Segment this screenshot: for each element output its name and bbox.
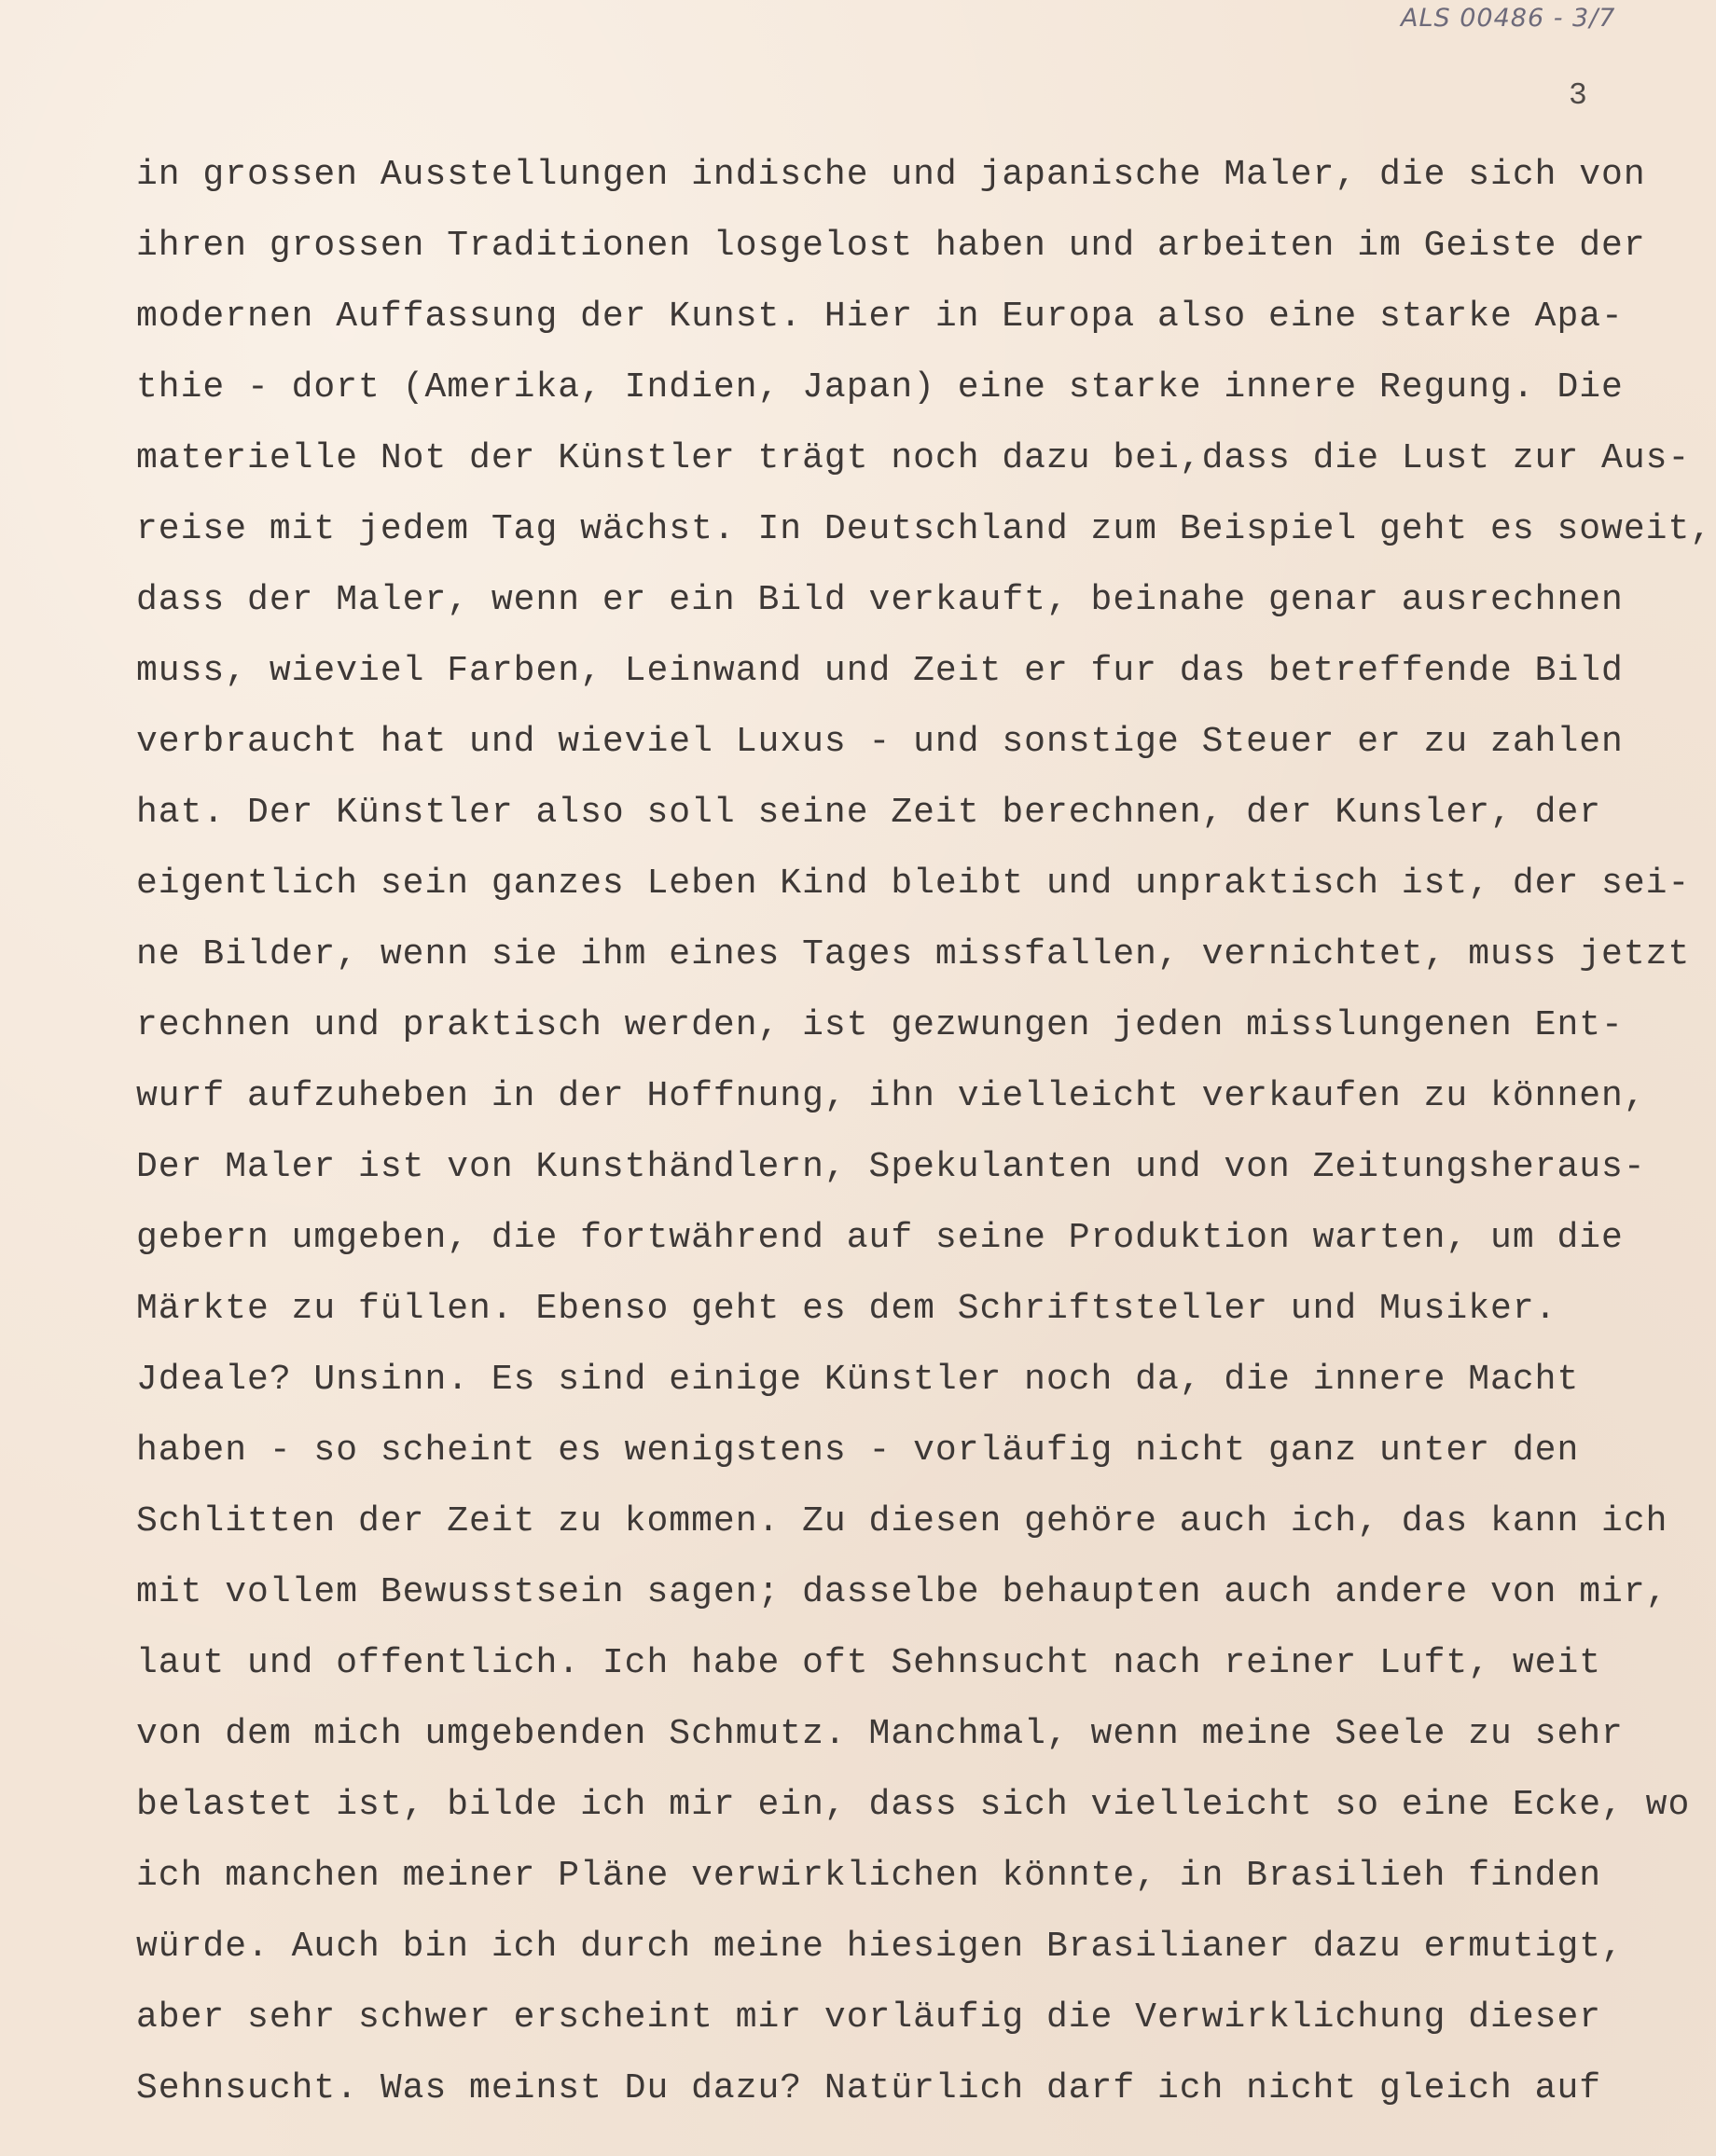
text-line: würde. Auch bin ich durch meine hiesigen Brasilianer dazu ermutigt,	[136, 1927, 1624, 1967]
text-line: reise mit jedem Tag wächst. In Deutschland zum Beispiel geht es soweit,	[136, 509, 1713, 549]
text-line: muss, wieviel Farben, Leinwand und Zeit er fur das betreffende Bild	[136, 651, 1624, 691]
text-line: eigentlich sein ganzes Leben Kind bleibt und unpraktisch ist, der sei-	[136, 864, 1691, 904]
text-line: in grossen Ausstellungen indische und japanische Maler, die sich von	[136, 155, 1646, 195]
text-line: aber sehr schwer erscheint mir vorläufig die Verwirklichung dieser	[136, 1997, 1602, 2038]
text-line: mit vollem Bewusstsein sagen; dasselbe behaupten auch andere von mir,	[136, 1572, 1668, 1612]
text-line: Jdeale? Unsinn. Es sind einige Künstler noch da, die innere Macht	[136, 1360, 1580, 1400]
text-line: haben - so scheint es wenigstens - vorläufig nicht ganz unter den	[136, 1430, 1580, 1471]
archive-reference: ALS 00486 - 3/7	[1401, 4, 1616, 33]
text-line: ne Bilder, wenn sie ihm eines Tages missfallen, vernichtet, muss jetzt	[136, 934, 1691, 974]
text-line: gebern umgeben, die fortwährend auf seine Produktion warten, um die	[136, 1218, 1624, 1258]
text-line: Der Maler ist von Kunsthändlern, Spekulanten und von Zeitungsheraus-	[136, 1147, 1646, 1187]
text-line: laut und offentlich. Ich habe oft Sehnsucht nach reiner Luft, weit	[136, 1643, 1602, 1683]
text-line: materielle Not der Künstler trägt noch dazu bei,dass die Lust zur Aus-	[136, 438, 1691, 478]
text-line: modernen Auffassung der Kunst. Hier in Europa also eine starke Apa-	[136, 297, 1624, 337]
text-line: Märkte zu füllen. Ebenso geht es dem Schriftsteller und Musiker.	[136, 1289, 1557, 1329]
text-line: verbraucht hat und wieviel Luxus - und sonstige Steuer er zu zahlen	[136, 722, 1624, 762]
text-line: ich manchen meiner Pläne verwirklichen könnte, in Brasilieh finden	[136, 1856, 1602, 1896]
typed-text-body	[136, 140, 1713, 2124]
text-line: hat. Der Künstler also soll seine Zeit berechnen, der Kunsler, der	[136, 793, 1602, 833]
text-line: Sehnsucht. Was meinst Du dazu? Natürlich darf ich nicht gleich auf	[136, 2068, 1602, 2108]
text-line: thie - dort (Amerika, Indien, Japan) eine starke innere Regung. Die	[136, 367, 1624, 408]
text-line: ihren grossen Traditionen losgelost haben und arbeiten im Geiste der	[136, 226, 1646, 266]
text-line: rechnen und praktisch werden, ist gezwungen jeden misslungenen Ent-	[136, 1005, 1624, 1045]
text-line: dass der Maler, wenn er ein Bild verkauft, beinahe genar ausrechnen	[136, 580, 1624, 620]
text-line: von dem mich umgebenden Schmutz. Manchmal, wenn meine Seele zu sehr	[136, 1714, 1624, 1754]
text-line: Schlitten der Zeit zu kommen. Zu diesen gehöre auch ich, das kann ich	[136, 1501, 1668, 1541]
text-line: wurf aufzuheben in der Hoffnung, ihn vielleicht verkaufen zu können,	[136, 1076, 1646, 1116]
page-number: 3	[1569, 78, 1587, 113]
text-line: belastet ist, bilde ich mir ein, dass sich vielleicht so eine Ecke, wo	[136, 1785, 1691, 1825]
